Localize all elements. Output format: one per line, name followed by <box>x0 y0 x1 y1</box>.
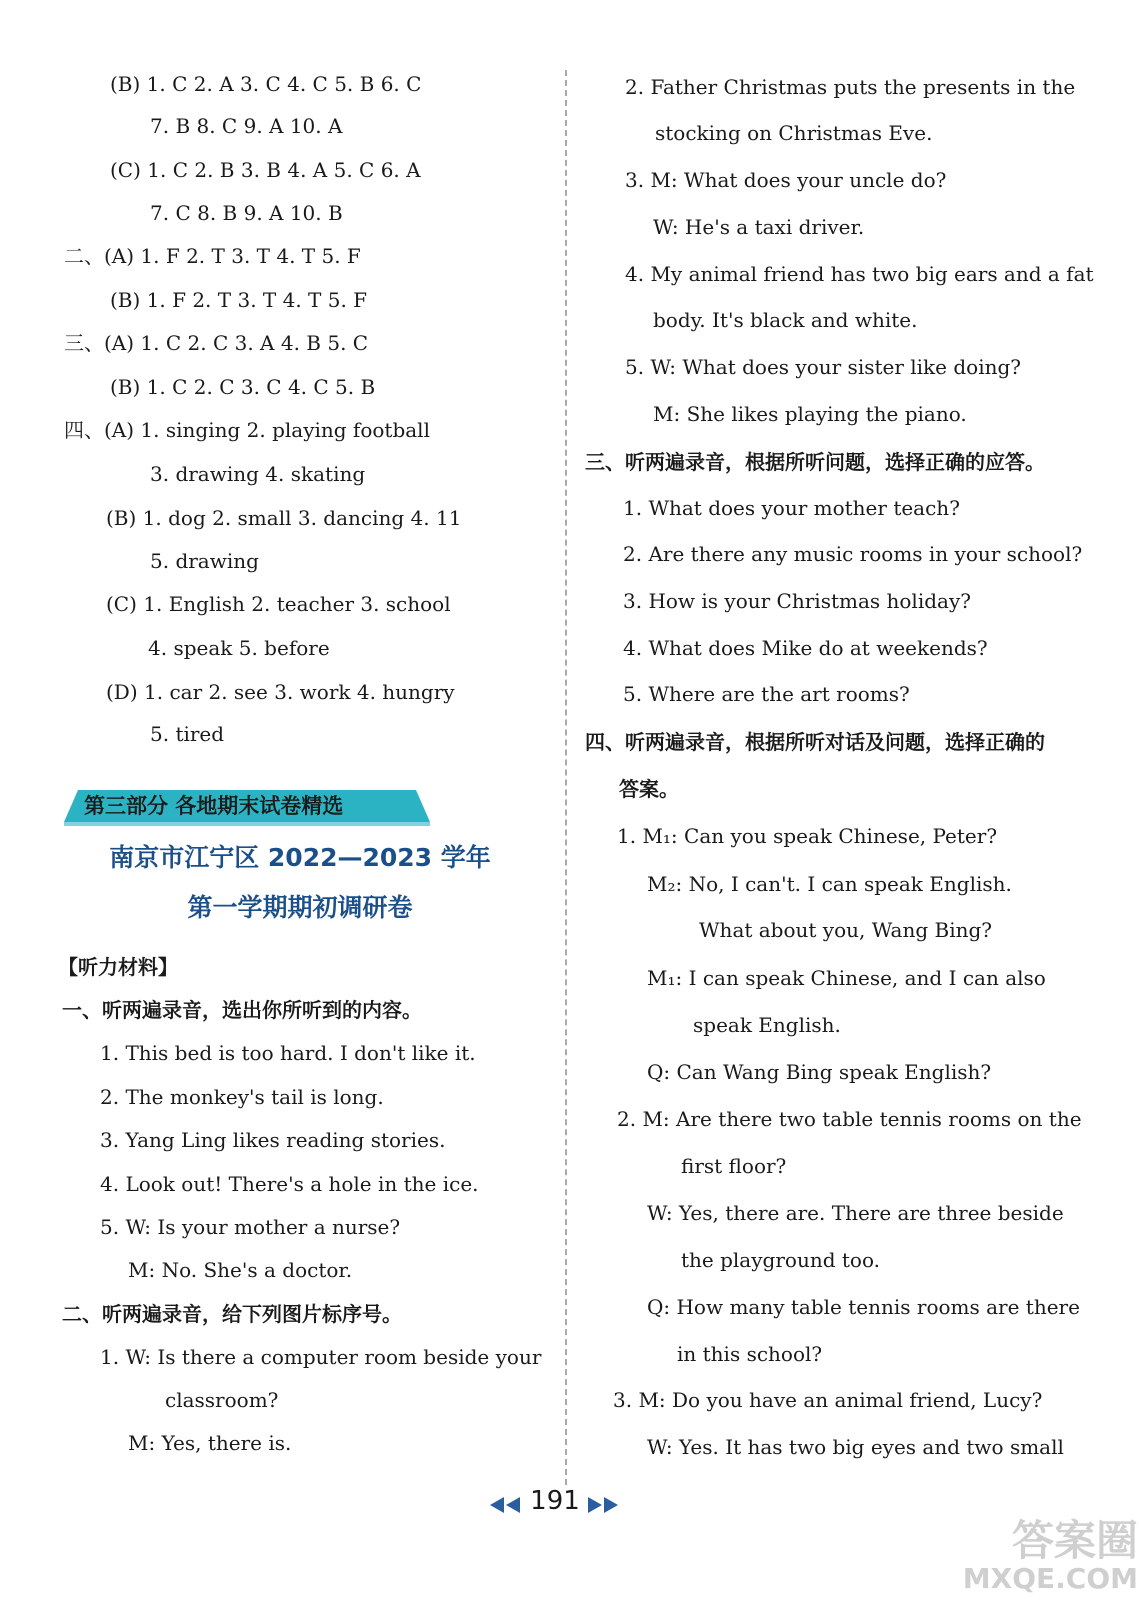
transcript-line: M₁: I can speak Chinese, and I can also <box>647 966 1046 990</box>
page-number: 191 <box>530 1486 580 1516</box>
transcript-line: W: He's a taxi driver. <box>653 215 865 239</box>
transcript-line: 3. Yang Ling likes reading stories. <box>100 1128 446 1152</box>
transcript-line: M: Yes, there is. <box>128 1431 292 1455</box>
watermark-text: 答案圈 <box>1011 1516 1138 1565</box>
answer-line: 5. tired <box>150 722 225 746</box>
answer-line: (B) 1. C 2. A 3. C 4. C 5. B 6. C <box>110 72 422 96</box>
answer-line: (B) 1. F 2. T 3. T 4. T 5. F <box>110 288 368 312</box>
transcript-line: 1. What does your mother teach? <box>623 496 960 520</box>
transcript-line: 5. W: Is your mother a nurse? <box>100 1215 401 1239</box>
transcript-line: M₂: No, I can't. I can speak English. <box>647 872 1012 896</box>
transcript-line: 5. Where are the art rooms? <box>623 682 910 706</box>
answer-line: (C) 1. C 2. B 3. B 4. A 5. C 6. A <box>110 158 421 182</box>
transcript-line: 4. My animal friend has two big ears and a fat <box>625 262 1094 286</box>
section4-heading: 四、听两遍录音，根据所听对话及问题，选择正确的 <box>585 730 1045 754</box>
transcript-line: 1. This bed is too hard. I don't like it. <box>100 1041 476 1065</box>
transcript-line: 1. W: Is there a computer room beside your <box>100 1345 542 1369</box>
transcript-line: stocking on Christmas Eve. <box>655 121 933 145</box>
transcript-line: 4. What does Mike do at weekends? <box>623 636 988 660</box>
transcript-line: What about you, Wang Bing? <box>699 918 993 942</box>
transcript-line: 3. M: What does your uncle do? <box>625 168 947 192</box>
answer-line: 3. drawing 4. skating <box>150 462 366 486</box>
answer-line: 四、(A) 1. singing 2. playing football <box>64 418 430 442</box>
answer-line: 三、(A) 1. C 2. C 3. A 4. B 5. C <box>64 331 369 355</box>
transcript-line: 3. How is your Christmas holiday? <box>623 589 971 613</box>
answer-line: 5. drawing <box>150 549 259 573</box>
answer-line: 二、(A) 1. F 2. T 3. T 4. T 5. F <box>64 244 361 268</box>
banner-text: 第三部分 各地期末试卷精选 <box>84 794 344 818</box>
watermark-url: MXQE.COM <box>962 1562 1138 1595</box>
transcript-line: the playground too. <box>681 1248 880 1272</box>
transcript-line: Q: How many table tennis rooms are there <box>647 1295 1080 1319</box>
answer-line: 7. B 8. C 9. A 10. A <box>150 114 343 138</box>
transcript-line: M: No. She's a doctor. <box>128 1258 353 1282</box>
answer-line: 7. C 8. B 9. A 10. B <box>150 201 343 225</box>
column-divider <box>565 70 567 1485</box>
answer-line: (C) 1. English 2. teacher 3. school <box>106 592 451 616</box>
section1-heading: 一、听两遍录音，选出你所听到的内容。 <box>62 998 422 1022</box>
transcript-line: first floor? <box>681 1154 787 1178</box>
section2-heading: 二、听两遍录音，给下列图片标序号。 <box>62 1302 402 1326</box>
transcript-line: speak English. <box>693 1013 841 1037</box>
transcript-line: body. It's black and white. <box>653 308 918 332</box>
next-arrows-icon <box>584 1495 622 1515</box>
transcript-line: W: Yes, there are. There are three beside <box>647 1201 1064 1225</box>
section3-heading: 三、听两遍录音，根据所听问题，选择正确的应答。 <box>585 450 1045 474</box>
transcript-line: 3. M: Do you have an animal friend, Lucy? <box>613 1388 1043 1412</box>
part-banner <box>64 786 430 826</box>
transcript-line: classroom? <box>165 1388 279 1412</box>
answer-line: 4. speak 5. before <box>148 636 330 660</box>
transcript-line: 5. W: What does your sister like doing? <box>625 355 1022 379</box>
transcript-line: 2. Are there any music rooms in your school? <box>623 542 1083 566</box>
section4-heading-cont: 答案。 <box>619 777 679 801</box>
transcript-line: 2. The monkey's tail is long. <box>100 1085 384 1109</box>
transcript-line: Q: Can Wang Bing speak English? <box>647 1060 992 1084</box>
answer-line: (B) 1. C 2. C 3. C 4. C 5. B <box>110 375 376 399</box>
watermark-logo <box>918 1508 1138 1600</box>
exam-title-line1: 南京市江宁区 2022—2023 学年 <box>109 843 491 872</box>
transcript-line: 1. M₁: Can you speak Chinese, Peter? <box>617 824 998 848</box>
section-label: 【听力材料】 <box>58 955 178 979</box>
transcript-line: 4. Look out! There's a hole in the ice. <box>100 1172 479 1196</box>
answer-line: (B) 1. dog 2. small 3. dancing 4. 11 <box>106 506 462 530</box>
previous-arrows-icon <box>486 1495 524 1515</box>
transcript-line: in this school? <box>677 1342 823 1366</box>
transcript-line: 2. Father Christmas puts the presents in the <box>625 75 1076 99</box>
transcript-line: M: She likes playing the piano. <box>653 402 967 426</box>
transcript-line: 2. M: Are there two table tennis rooms on the <box>617 1107 1082 1131</box>
answer-line: (D) 1. car 2. see 3. work 4. hungry <box>106 680 455 704</box>
transcript-line: W: Yes. It has two big eyes and two small <box>647 1435 1064 1459</box>
exam-title-line2: 第一学期期初调研卷 <box>187 893 413 922</box>
